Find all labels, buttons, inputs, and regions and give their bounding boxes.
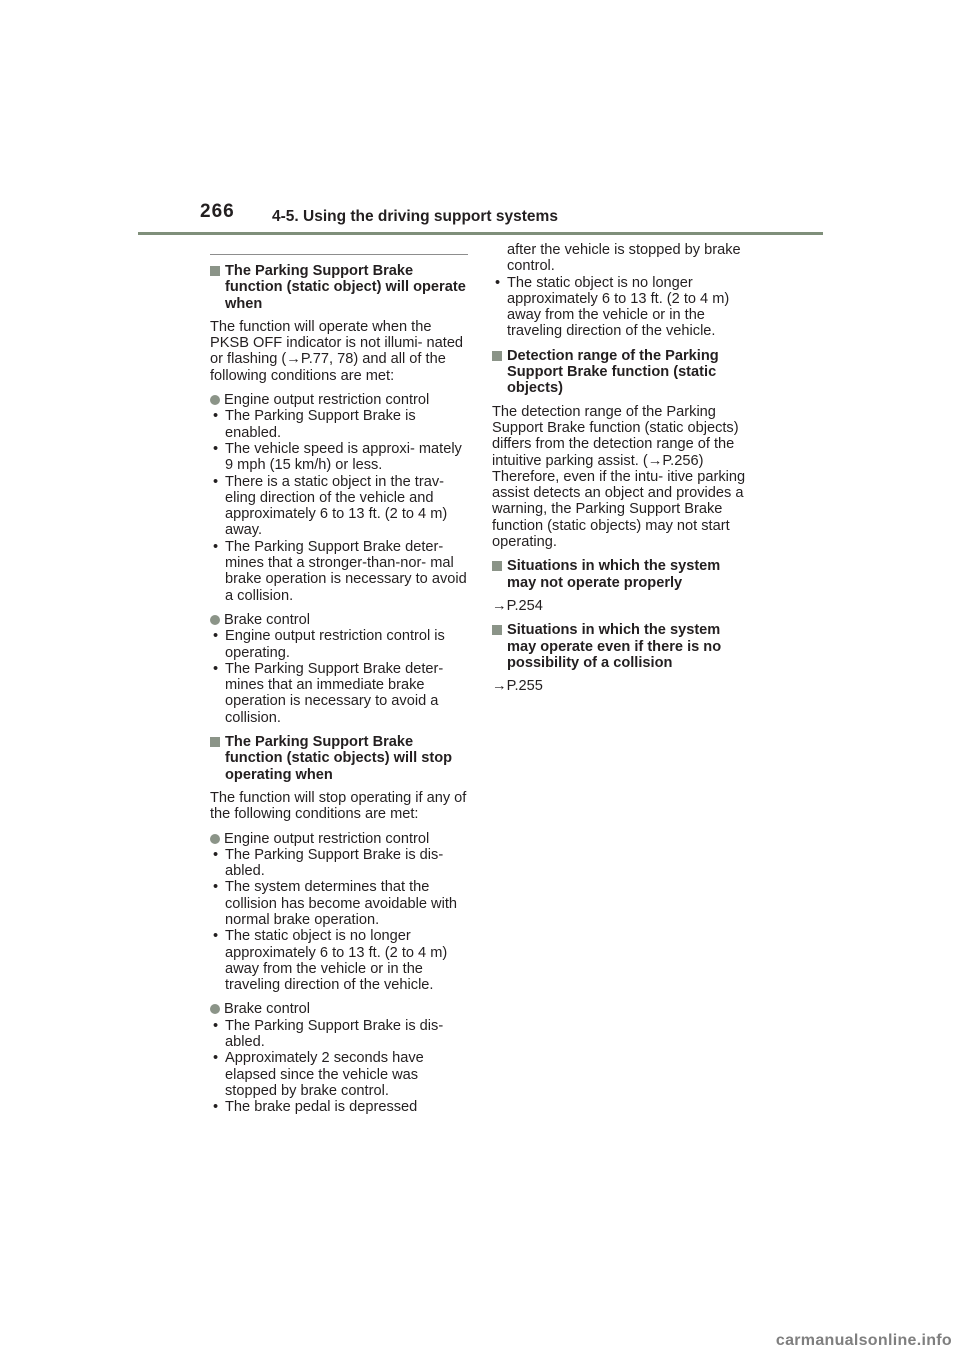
left-column <box>210 242 468 1116</box>
list-item-continuation: after the vehicle is stopped by brake control. <box>507 242 741 275</box>
bullet-text: Brake control <box>224 611 310 628</box>
column-top-rule <box>210 254 468 255</box>
subheading-text: The Parking Support Brake function (static object) will operate when <box>225 263 466 312</box>
paragraph: The detection range of the Parking Support Brake function (static objects) differs from the detection range of the intuitive parking assist. (→P.256) Therefore, even if the intu- itive parking assist detects an object and provides a warning, the Parking Support Brake function (static objects) may not start operating. <box>492 403 746 551</box>
square-bullet-icon <box>210 737 220 747</box>
paragraph: The function will operate when the PKSB OFF indicator is not illumi- nated or flashing (→P.77, 78) and all of the following conditions are met: <box>210 318 464 384</box>
circle-bullet-icon <box>210 1004 220 1014</box>
square-bullet-icon <box>492 351 502 361</box>
page-header <box>0 0 960 240</box>
page-reference-link[interactable]: →P.254 <box>492 597 543 614</box>
list-item: • The vehicle speed is approxi- mately 9 mph (15 km/h) or less. <box>213 440 462 474</box>
list-item: • Engine output restriction control is operating. <box>213 628 445 661</box>
subheading <box>492 622 750 671</box>
list-item: • The system determines that the collision has become avoidable with normal brake operation. <box>213 879 458 928</box>
page-reference-link[interactable]: →P.255 <box>492 678 543 695</box>
subheading <box>492 558 750 591</box>
list-item: • The static object is no longer approximately 6 to 13 ft. (2 to 4 m) away from the vehicle or in the traveling direction of the vehicle. <box>213 928 448 994</box>
section-title: 4-5. Using the driving support systems <box>272 208 558 225</box>
list-item: • The brake pedal is depressed <box>213 1099 418 1116</box>
circle-bullet-icon <box>210 834 220 844</box>
subheading-text: The Parking Support Brake function (static objects) will stop operating when <box>225 734 453 783</box>
circle-bullet <box>210 831 468 847</box>
circle-bullet-icon <box>210 395 220 405</box>
bullet-text: Brake control <box>224 1001 310 1018</box>
subheading <box>492 348 750 397</box>
paragraph: The function will stop operating if any of the following conditions are met: <box>210 789 467 823</box>
subheading <box>210 734 468 783</box>
circle-bullet-icon <box>210 615 220 625</box>
subheading-text: Situations in which the system may operate even if there is no possibility of a collision <box>507 622 722 671</box>
bullet-text: Engine output restriction control <box>224 830 430 847</box>
list-item: • There is a static object in the trav- eling direction of the vehicle and approximately 6 to 13 ft. (2 to 4 m) away. <box>213 473 448 539</box>
list-item: • Approximately 2 seconds have elapsed since the vehicle was stopped by brake control. <box>213 1050 424 1099</box>
list-item: • The Parking Support Brake is enabled. <box>213 408 416 441</box>
square-bullet-icon <box>492 561 502 571</box>
bullet-text: Engine output restriction control <box>224 392 430 409</box>
right-column <box>492 242 750 694</box>
square-bullet-icon <box>210 266 220 276</box>
subheading <box>210 263 468 312</box>
list-item: • The Parking Support Brake is dis- abled. <box>213 846 444 880</box>
watermark-logo: carmanualsonline.info <box>775 1332 952 1349</box>
list-item: • The Parking Support Brake is dis- abled. <box>213 1017 444 1051</box>
circle-bullet <box>210 392 468 408</box>
square-bullet-icon <box>492 625 502 635</box>
list-item: • The static object is no longer approximately 6 to 13 ft. (2 to 4 m) away from the vehicle or in the traveling direction of the vehicle. <box>495 274 730 340</box>
page-number: 266 <box>200 201 235 222</box>
header-rule <box>138 232 823 235</box>
list-item: • The Parking Support Brake deter- mines that an immediate brake operation is necessary to avoid a collision. <box>213 660 444 726</box>
circle-bullet <box>210 612 468 628</box>
list-item: • The Parking Support Brake deter- mines that a stronger-than-nor- mal brake operation is necessary to avoid a collision. <box>213 538 467 604</box>
circle-bullet <box>210 1001 468 1017</box>
subheading-text: Situations in which the system may not operate properly <box>507 558 721 591</box>
subheading-text: Detection range of the Parking Support Brake function (static objects) <box>507 347 719 397</box>
